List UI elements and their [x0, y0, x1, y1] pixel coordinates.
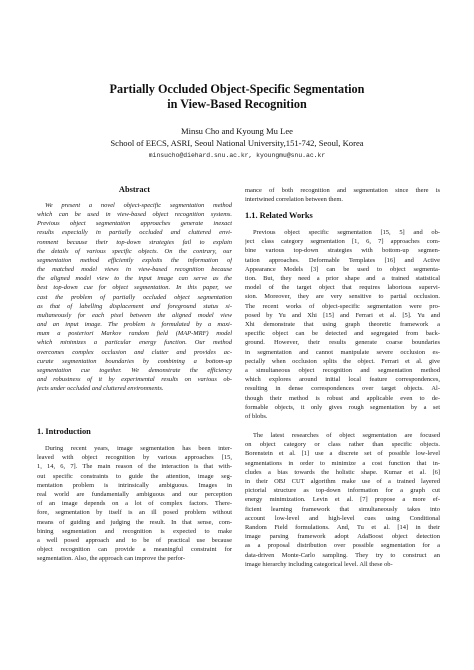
abstract-line: and robustness of it by experimental results on various ob-: [37, 375, 232, 383]
related-works-p1-line: model of the target object that requires laborious supervi-: [245, 284, 440, 292]
introduction-heading: 1. Introduction: [37, 427, 91, 436]
introduction-line: of an image depends on a lot of complex factors. There-: [37, 500, 232, 508]
introduction-line: During recent years, image segmentation has been inter-: [45, 445, 232, 452]
author-names: Minsu Cho and Kyoung Mu Lee: [181, 126, 293, 136]
introduction-line: a well posed approach and to be of practical use because: [37, 537, 232, 545]
related-works-p1-line: which explores around initial local feature correspondences,: [245, 376, 440, 384]
introduction-line: means of guiding and judging the result. In that sense, com-: [37, 518, 232, 526]
abstract-line: which minimizes a particular energy function. Our method: [37, 339, 232, 347]
abstract-body: [37, 201, 232, 393]
abstract-line: multaneously for each pixel between the aligned model view: [37, 311, 232, 319]
abstract-line: the aligned model view to the input image can serve as the: [37, 275, 232, 283]
abstract-line: Previous object segmentation approaches generate inexact: [37, 220, 232, 228]
author-emails: minsucho@diehard.snu.ac.kr, kyoungmu@snu.ac.kr: [148, 152, 326, 159]
related-works-p1-line: bine various top-down strategies with bottom-up segmen-: [245, 247, 440, 255]
abstract-line: and an input image. The problem is formulated by a maxi-: [37, 321, 232, 329]
related-works-p1-line: though their method is robust and applicable even to de-: [245, 394, 440, 402]
abstract-line: as that of labelling displacement and foreground status si-: [37, 302, 232, 310]
abstract-line: overcomes complex occlusion and clutter and provides ac-: [37, 348, 232, 356]
introduction-line: mentation problem is intrinsically ambiguous. Images in: [37, 481, 232, 489]
abstract-line: segmentation cue together. We demonstrate the efficiency: [37, 366, 232, 374]
related-works-p1-line: of blobs.: [245, 413, 268, 421]
related-works-p2-line: Random Field formulations. And, Tu et al. [14] in their: [245, 524, 440, 532]
related-works-p1-line: The recent works of object-specific segmentation were pro-: [245, 302, 440, 310]
related-works-p1-line: a simultaneous object recognition and segmentation method: [245, 367, 440, 375]
abstract-line: We present a novel object-specific segmentation method: [45, 202, 232, 209]
abstract-line: segmentation method efficiently exploits the information of: [37, 256, 232, 264]
abstract-line: the details of various specific objects. On the contrary, our: [37, 247, 232, 255]
introduction-continued-line: intertwined correlation between them.: [245, 196, 343, 204]
related-works-paragraph-1: [245, 228, 440, 421]
author-affiliation: School of EECS, ASRI, Seoul National University,151-742, Seoul, Korea: [110, 138, 364, 148]
introduction-line: fore, segmentation by itself is an ill posed problem without: [37, 509, 232, 517]
introduction-line: bining segmentation and recognition is expected to make: [37, 527, 232, 535]
related-works-p2-line: cludes a bias towards the holistic shape. Kumar et al. [6]: [245, 468, 440, 476]
related-works-p1-line: resulting in dense correspondences over target objects. Al-: [245, 385, 440, 393]
introduction-line: segmentation. Also, the approach can improve the perfor-: [37, 555, 186, 563]
related-works-p1-line: tation approaches. Deformable Templates [16] and Active: [245, 256, 440, 264]
abstract-line: best top-down cue for object segmentation. In this paper, we: [37, 284, 232, 292]
introduction-line: leaved with object recognition by various approaches [15,: [37, 454, 232, 462]
related-works-p2-line: in their OBJ CUT algorithm make use of a trained layered: [245, 478, 440, 486]
related-works-p2-line: on object category or class rather than specific objects.: [245, 441, 440, 449]
abstract-line: which can be used in view-based object recognition systems.: [37, 211, 232, 219]
paper-title-line-2: in View-Based Recognition: [167, 97, 307, 111]
related-works-p2-line: segmentations in order to minimize a cost function that in-: [245, 459, 440, 467]
related-works-p2-line: as a proposal distribution over possible segmentation for a: [245, 542, 440, 550]
related-works-heading: 1.1. Related Works: [245, 211, 313, 220]
introduction-line: object recognition can provide a meaningful constraint for: [37, 546, 232, 554]
related-works-p2-line: image parsing framework adopt AdaBoost object detection: [245, 533, 440, 541]
introduction-line: real world are fundamentally ambiguous and our perception: [37, 491, 232, 499]
related-works-p2-line: account low-level and high-level cues using Conditional: [245, 514, 440, 522]
related-works-p1-line: Previous object specific segmentation [15, 5] and ob-: [253, 229, 440, 236]
related-works-p1-line: ject class category segmentation [1, 6, 7] approaches com-: [245, 238, 440, 246]
related-works-p1-line: Xhi demonstrate that using graph theoretic framework a: [245, 321, 440, 329]
related-works-p1-line: formable objects, it only gives rough segmentation by a set: [245, 403, 440, 411]
related-works-p1-line: posed by Yu and Xhi [15] and Ferrari et al. [5]. Yu and: [245, 311, 440, 319]
introduction-line: out specific constraints to guide the attention, image seg-: [37, 472, 232, 480]
abstract-heading: Abstract: [118, 185, 151, 194]
abstract-line: the matched model views in view-based recognition because: [37, 266, 232, 274]
introduction-body: [37, 444, 232, 564]
introduction-continued-line: mance of both recognition and segmentation since there is: [245, 187, 440, 194]
related-works-p2-line: energy minimization. Levin et al. [7] propose a more ef-: [245, 496, 440, 504]
related-works-p2-line: ficient learning framework that simultaneously takes into: [245, 505, 440, 513]
related-works-p1-line: sion. Moreover, they are very sensitive to partial occlusion.: [245, 293, 440, 301]
related-works-p2-line: Borenstein et al. [1] use a discrete set of possible low-level: [245, 450, 440, 458]
abstract-line: jects under occluded and cluttered environments.: [37, 385, 164, 393]
paper-title-line-1: Partially Occluded Object-Specific Segmentation: [109, 82, 365, 96]
abstract-line: ronment because their top-down strategies fail to explain: [37, 238, 232, 246]
abstract-line: cast the problem of partially occluded object segmentation: [37, 293, 232, 301]
introduction-continued: [245, 186, 440, 204]
related-works-paragraph-2: [245, 431, 440, 569]
related-works-p1-line: ground. However, their results generate coarse boundaries: [245, 339, 440, 347]
related-works-p1-line: pecially when occlusion splits the object. Ferrari et al. give: [245, 357, 440, 365]
abstract-line: mum a posteriori Markov random field (MAP-MRF) model: [37, 330, 232, 338]
related-works-p1-line: in segmentation and cannot manipulate severe occlusion es-: [245, 348, 440, 356]
related-works-p2-line: pictorial structure as top-down information for a graph cut: [245, 487, 440, 495]
related-works-p1-line: specific object can be detected and segregated from back-: [245, 330, 440, 338]
related-works-p1-line: tion. But, they need a prior shape and a trained statistical: [245, 275, 440, 283]
related-works-p1-line: Appearance Models [3] can be used to object segmenta-: [245, 265, 440, 273]
related-works-p2-line: The latest researches of object segmentation are focused: [253, 432, 440, 439]
introduction-line: 1, 14, 6, 7]. The main reason of the interaction is that with-: [37, 463, 232, 471]
related-works-p2-line: data-driven Monte-Carlo sampling. They try to construct an: [245, 551, 440, 559]
abstract-line: curate segmentation boundaries by combining a bottom-up: [37, 357, 232, 365]
related-works-p2-line: image hierarchy including categorical level. All these ob-: [245, 560, 393, 568]
abstract-line: results especially in partially occluded and cluttered envi-: [37, 229, 232, 237]
